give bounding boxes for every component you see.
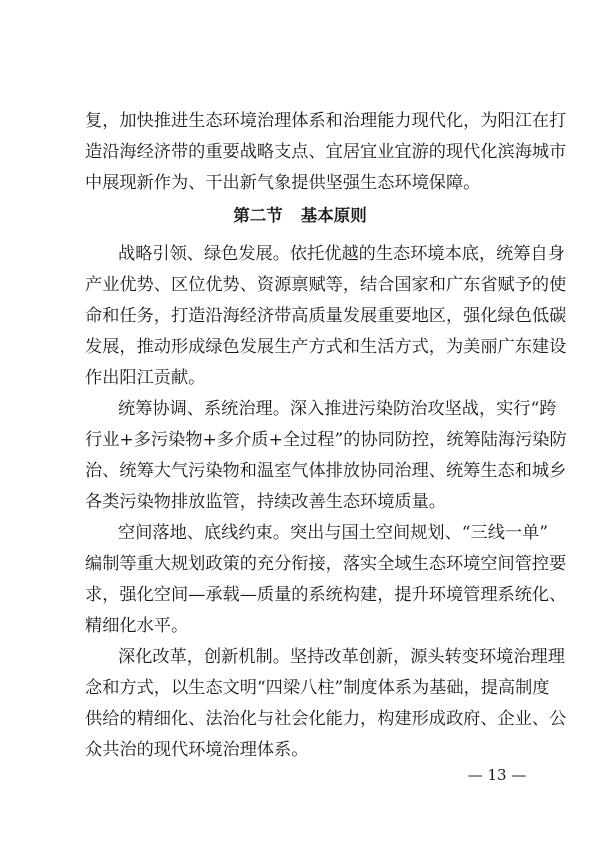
- paragraph-line: 作出阳江贡献。: [85, 368, 206, 388]
- section-heading: [0, 208, 600, 225]
- paragraph-line: 行业+多污染物+多介质+全过程”的协同防控，统筹陆海污染防: [85, 430, 567, 450]
- paragraph-line: 产业优势、区位优势、资源禀赋等，结合国家和广东省赋予的使: [85, 275, 567, 295]
- page-number: — 13 —: [467, 766, 527, 784]
- section-title: 基本原则: [300, 206, 367, 225]
- paragraph-line: 念和方式，以生态文明“四梁八柱”制度体系为基础，提高制度: [85, 678, 550, 698]
- paragraph-line: 供给的精细化、法治化与社会化能力，构建形成政府、企业、公: [85, 709, 567, 729]
- intro-line: 复，加快推进生态环境治理体系和治理能力现代化，为阳江在打: [85, 111, 567, 131]
- paragraph-line: 各类污染物排放监管，持续改善生态环境质量。: [85, 492, 446, 512]
- paragraph-line: 求，强化空间—承载—质量的系统构建，提升环境管理系统化、: [85, 585, 567, 605]
- intro-line: 造沿海经济带的重要战略支点、宜居宜业宜游的现代化滨海城市: [85, 142, 567, 162]
- paragraph-line: 治、统筹大气污染物和温室气体排放协同治理、统筹生态和城乡: [85, 461, 567, 481]
- paragraph-line: 空间落地、底线约束。突出与国土空间规划、“三线一单”: [118, 523, 549, 543]
- paragraph-line: 编制等重大规划政策的充分衔接，落实全域生态环境空间管控要: [85, 554, 567, 574]
- paragraph-line: 精细化水平。: [85, 616, 189, 636]
- paragraph-line: 众共治的现代环境治理体系。: [85, 740, 309, 760]
- intro-line: 中展现新作为、干出新气象提供坚强生态环境保障。: [85, 173, 481, 193]
- paragraph-line: 统筹协调、系统治理。深入推进污染防治攻坚战，实行“跨: [118, 399, 557, 419]
- paragraph-line: 深化改革，创新机制。坚持改革创新，源头转变环境治理理: [118, 647, 565, 667]
- section-number: 第二节: [233, 206, 283, 225]
- paragraph-line: 发展，推动形成绿色发展生产方式和生活方式，为美丽广东建设: [85, 337, 567, 357]
- paragraph-line: 战略引领、绿色发展。依托优越的生态环境本底，统筹自身: [118, 244, 565, 264]
- paragraph-line: 命和任务，打造沿海经济带高质量发展重要地区，强化绿色低碳: [85, 306, 567, 326]
